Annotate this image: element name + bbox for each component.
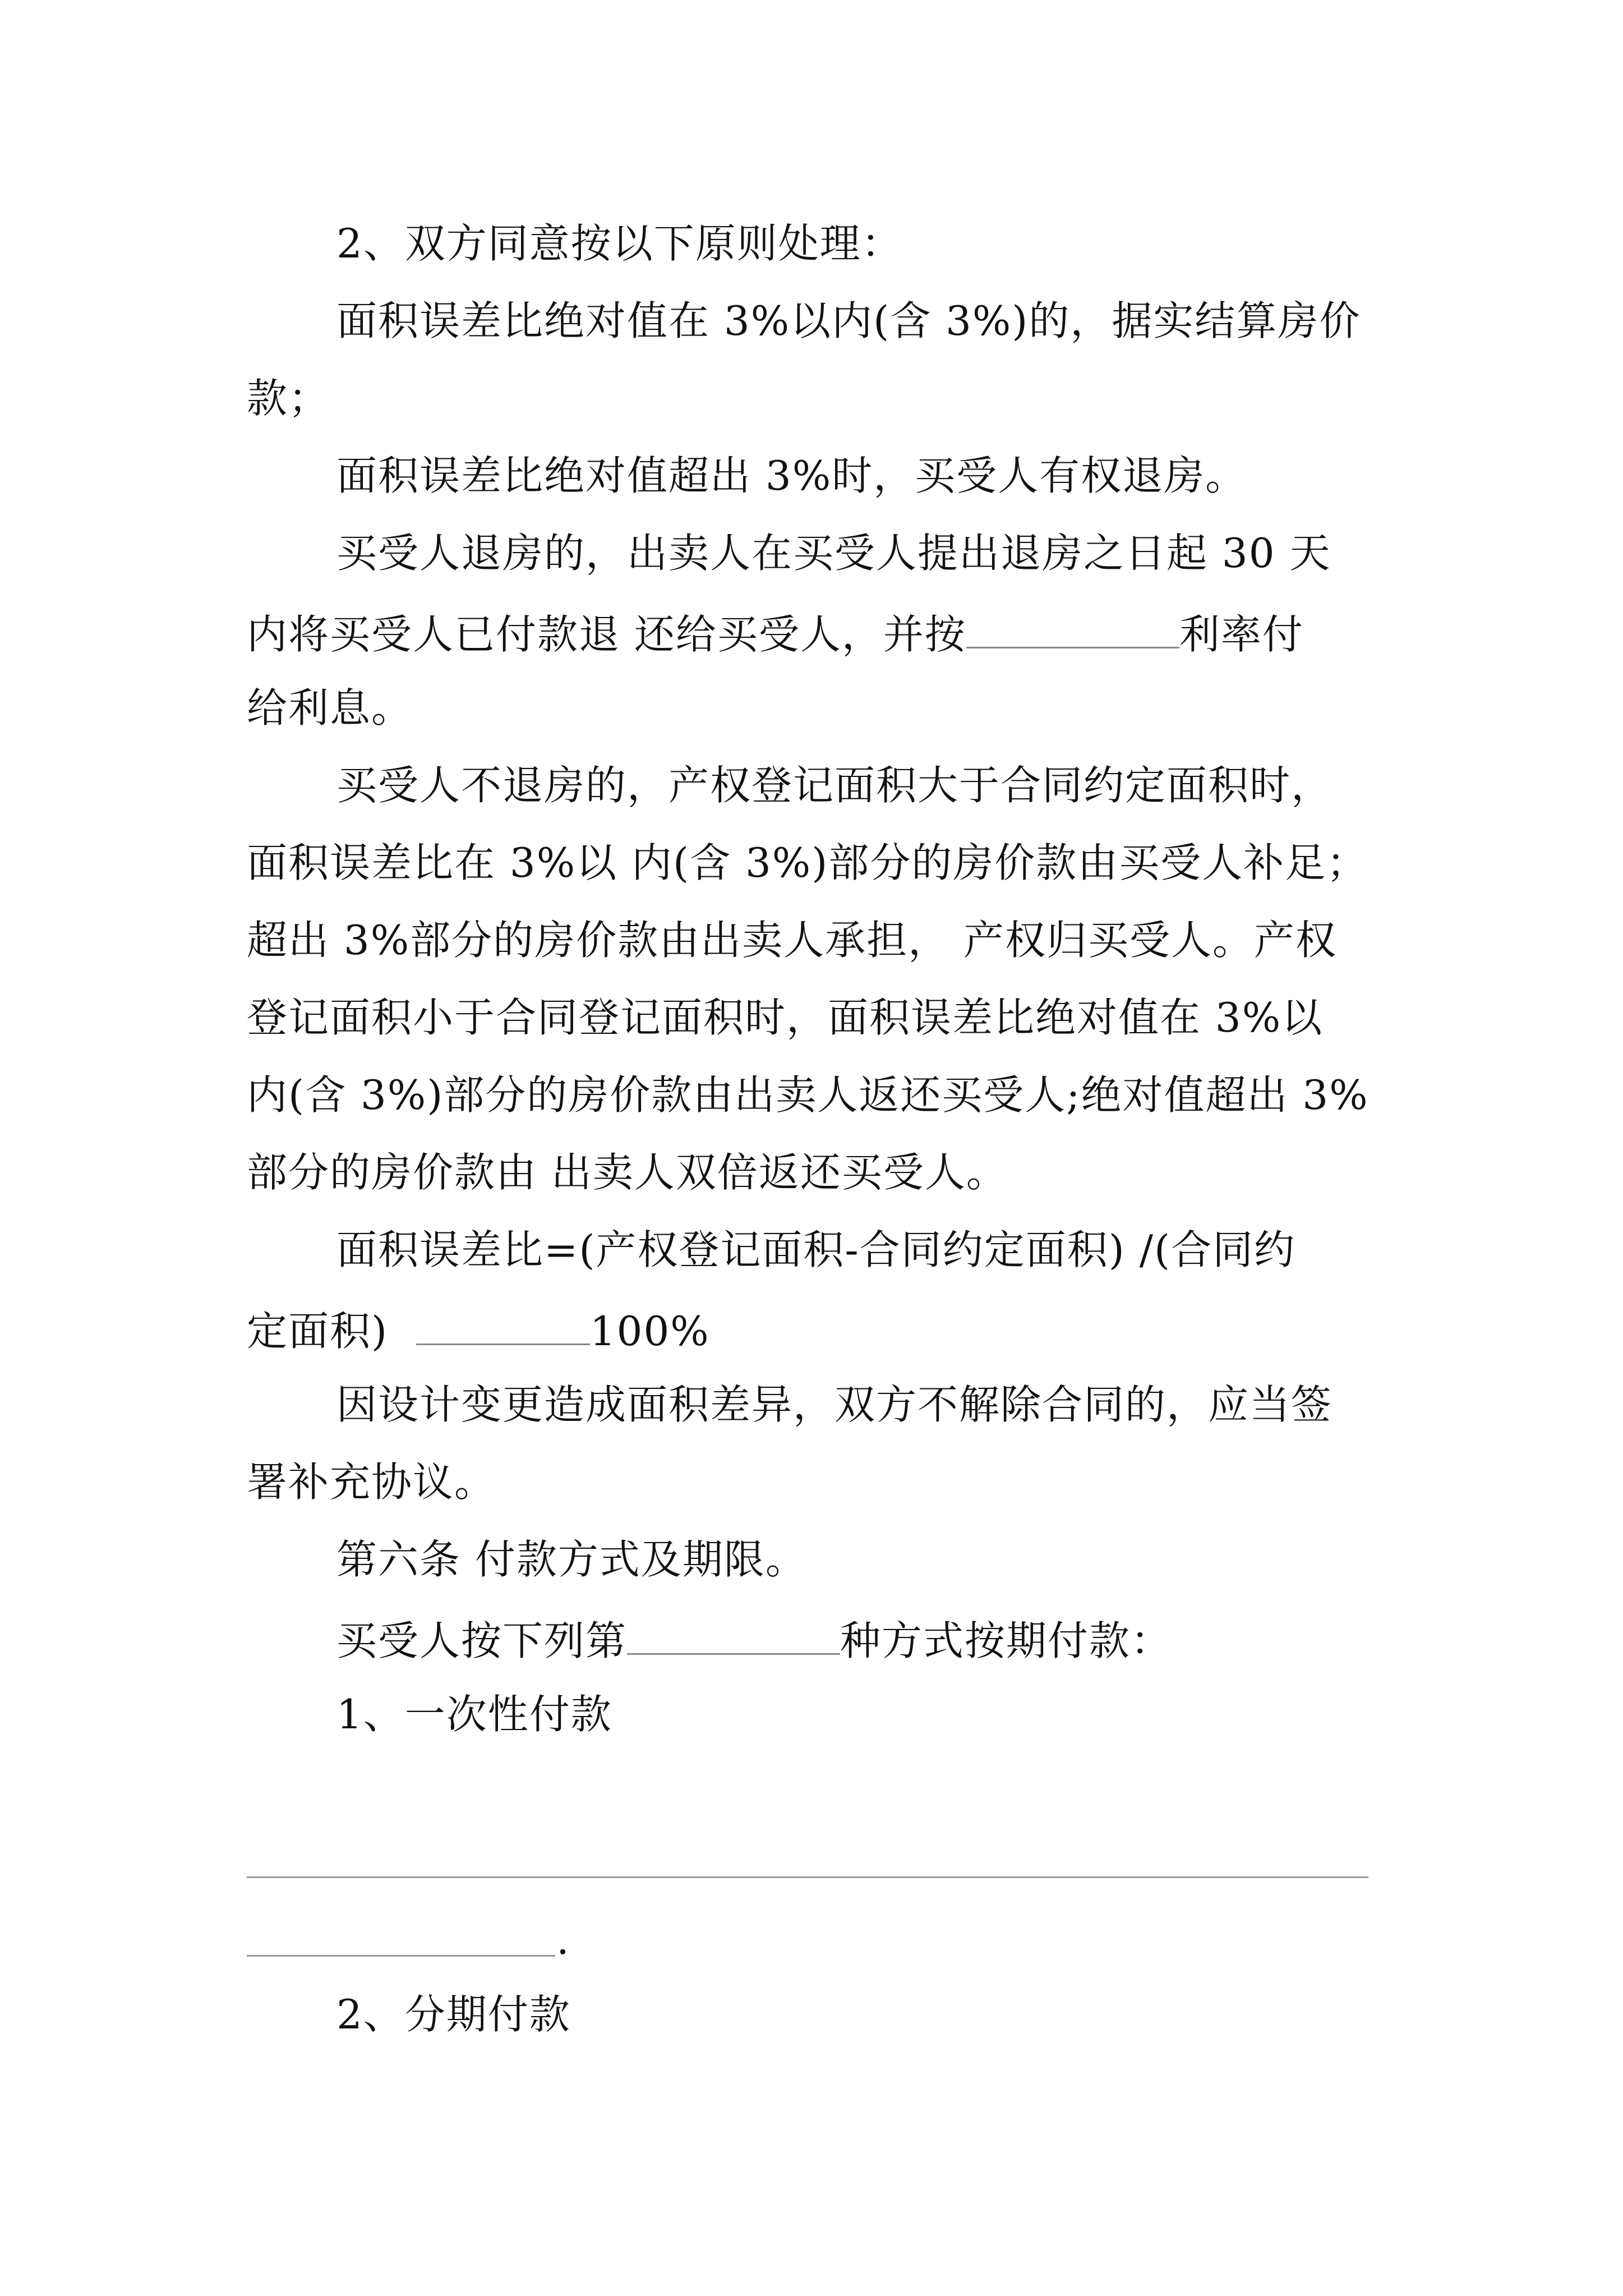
paragraph-line: 内将买受人已付款退 还给买受人，并按 利率付 — [247, 610, 1304, 658]
period-mark: . — [556, 1916, 569, 1963]
interest-rate-blank[interactable] — [966, 610, 1179, 648]
payment-option-2: 2、分期付款 — [336, 1991, 571, 2038]
article-6-heading: 第六条 付款方式及期限。 — [336, 1536, 807, 1583]
paragraph-line: 买受人不退房的，产权登记面积大于合同约定面积时， — [336, 762, 1333, 809]
multiply-blank[interactable] — [416, 1307, 590, 1345]
paragraph-line: 超出 3%部分的房价款由出卖人承担， 产权归买受人。产权 — [247, 917, 1337, 964]
formula-line: 定面积) 100% — [247, 1307, 710, 1355]
formula-line: 面积误差比=(产权登记面积-合同约定面积) /(合同约 — [336, 1226, 1296, 1273]
paragraph-line: 部分的房价款由 出卖人双倍返还买受人。 — [247, 1149, 1008, 1196]
clause-2-heading: 2、双方同意按以下原则处理： — [336, 220, 903, 267]
payment-method-blank[interactable] — [627, 1617, 840, 1655]
payment-option-1: 1、一次性付款 — [336, 1691, 612, 1738]
paragraph-line: 买受人按下列第 种方式按期付款： — [336, 1617, 1173, 1664]
paragraph-line: 登记面积小于合同登记面积时，面积误差比绝对值在 3%以 — [247, 994, 1324, 1041]
paragraph-line: 面积误差比在 3%以 内(含 3%)部分的房价款由买受人补足； — [247, 839, 1368, 886]
paragraph-line: 买受人退房的，出卖人在买受人提出退房之日起 30 天 — [336, 530, 1331, 577]
paragraph-line: 内(含 3%)部分的房价款由出卖人返还买受人;绝对值超出 3% — [247, 1071, 1369, 1119]
paragraph-line: 款； — [247, 375, 330, 422]
fill-in-rule-long[interactable] — [247, 1876, 1368, 1878]
paragraph-line: 面积误差比绝对值超出 3%时，买受人有权退房。 — [336, 452, 1247, 499]
paragraph-line: 署补充协议。 — [247, 1458, 496, 1506]
paragraph-line: 因设计变更造成面积差异，双方不解除合同的，应当签 — [336, 1381, 1333, 1428]
fill-in-rule-short[interactable] — [247, 1955, 555, 1957]
paragraph-line: 面积误差比绝对值在 3%以内(含 3%)的，据实结算房价 — [336, 297, 1361, 344]
paragraph-line: 给利息。 — [247, 684, 413, 731]
